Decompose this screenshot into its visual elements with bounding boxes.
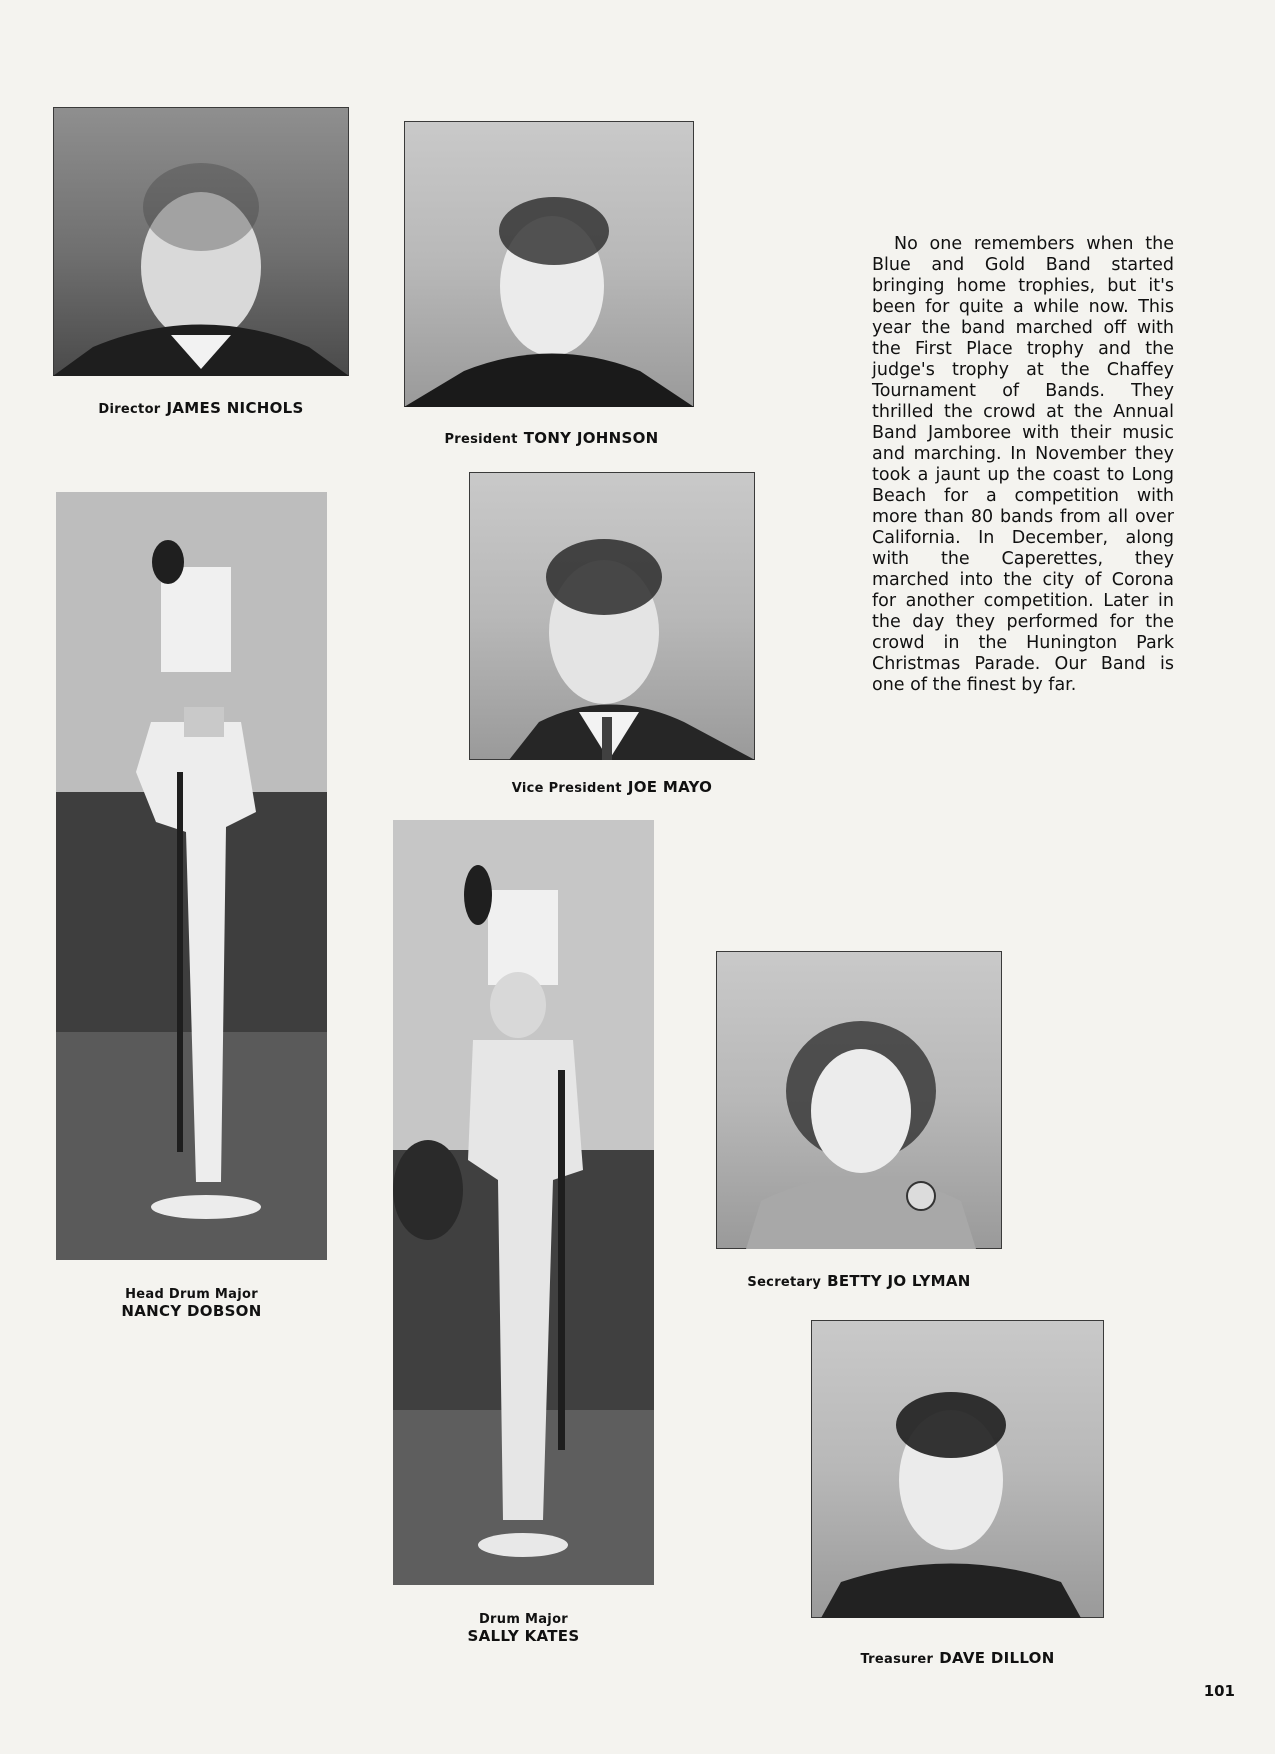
caption-director (53, 400, 349, 418)
photo-secretary (716, 951, 1002, 1249)
photo-drum-major (393, 820, 654, 1585)
caption-title: Secretary (747, 1275, 822, 1290)
caption-drum-major (393, 1611, 654, 1645)
caption-head-drum-major (56, 1286, 327, 1320)
caption-name: SALLY KATES (467, 1627, 580, 1645)
caption-name: JOE MAYO (627, 778, 713, 796)
caption-title: Director (98, 402, 161, 417)
article-text: No one remembers when the Blue and Gold Band started bringing home trophies, but it's been for quite a while now. This year the band marched off with the First Place trophy and the judge's trophy at the Chaffey Tournament of Bands. They thrilled the crowd at the Annual Band Jamboree with their music and marching. In November they took a jaunt up the coast to Long Beach for a competition with more than 80 bands from all over California. In December, along with the Caperettes, they marched into the city of Corona for another competition. Later in the day they performed for the crowd in the Hunington Park Christmas Parade. Our Band is one of the finest by far. (872, 234, 1174, 695)
caption-title: Treasurer (860, 1652, 934, 1667)
caption-name: JAMES NICHOLS (166, 399, 304, 417)
photo-director (53, 107, 349, 376)
caption-title: Vice President (511, 781, 622, 796)
caption-treasurer (811, 1650, 1104, 1668)
caption-name: TONY JOHNSON (523, 429, 659, 447)
photo-vice-president (469, 472, 755, 760)
photo-head-drum-major (56, 492, 327, 1260)
photo-treasurer (811, 1320, 1104, 1618)
caption-name: NANCY DOBSON (121, 1302, 262, 1320)
caption-name: DAVE DILLON (939, 1649, 1055, 1667)
caption-vice-president (469, 779, 755, 797)
caption-title: Head Drum Major (125, 1287, 258, 1302)
caption-title: President (444, 432, 518, 447)
photo-president (404, 121, 694, 407)
caption-name: BETTY JO LYMAN (827, 1272, 971, 1290)
caption-secretary (716, 1273, 1002, 1291)
page-number: 101 (1203, 1682, 1235, 1700)
caption-president (404, 430, 699, 448)
caption-title: Drum Major (478, 1612, 569, 1627)
